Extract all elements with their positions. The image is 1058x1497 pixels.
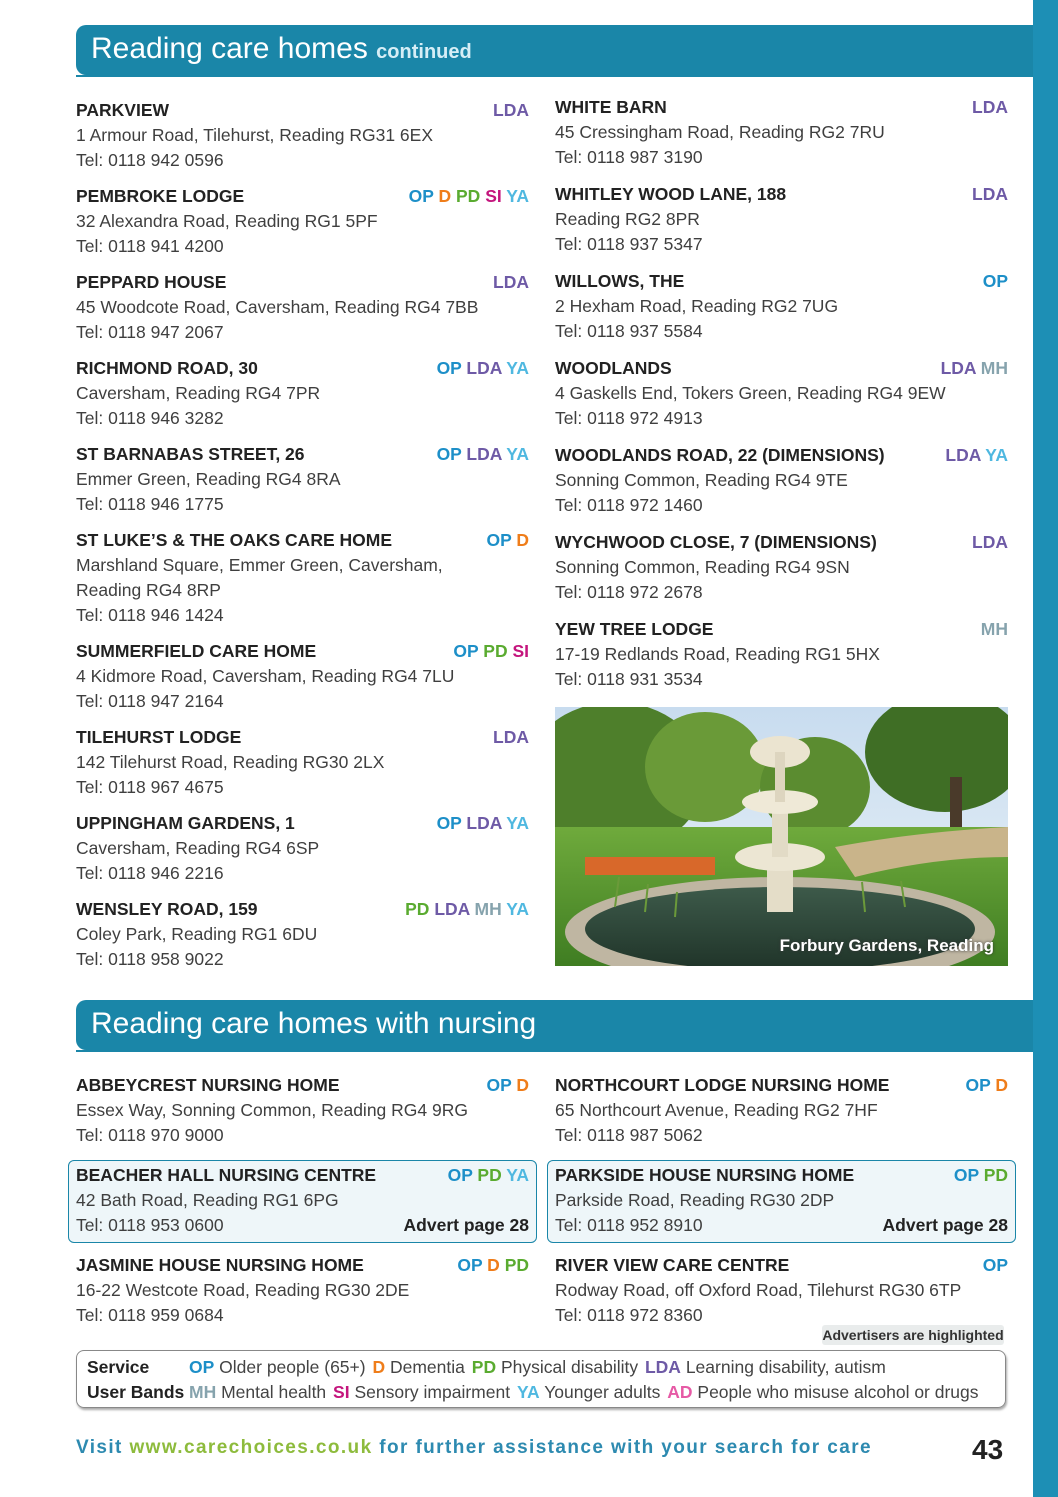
service-code-badge: LDA [945, 445, 981, 465]
service-codes [457, 1253, 529, 1278]
service-codes [941, 356, 1008, 381]
care-home-listing [555, 1073, 1008, 1148]
key-code: MH [189, 1382, 217, 1402]
listing-address: Emmer Green, Reading RG4 8RA [76, 469, 341, 489]
service-code-badge: OP [982, 1255, 1008, 1275]
service-code-badge: OP [447, 1165, 473, 1185]
service-code-badge: PD [477, 1165, 502, 1185]
listing-name-row [76, 811, 529, 836]
listing-phone: Tel: 0118 987 5062 [555, 1125, 703, 1145]
service-codes [493, 270, 529, 295]
care-home-listing [555, 1163, 1008, 1238]
service-code-badge: PD [456, 186, 481, 206]
service-code-badge: YA [506, 444, 529, 464]
listing-address: 32 Alexandra Road, Reading RG1 5PF [76, 211, 378, 231]
listing-address: 42 Bath Road, Reading RG1 6PG [76, 1190, 339, 1210]
key-description: People who misuse alcohol or drugs [697, 1382, 979, 1402]
listing-phone: Tel: 0118 946 1775 [76, 494, 224, 514]
listing-name-row [76, 356, 529, 381]
listing-phone: Tel: 0118 987 3190 [555, 147, 703, 167]
care-home-listing [555, 356, 1008, 431]
service-codes [966, 1073, 1008, 1098]
key-code: YA [516, 1382, 540, 1402]
key-row-2 [87, 1380, 995, 1405]
listing-name: PARKVIEW [76, 100, 170, 120]
listing-name: PEPPARD HOUSE [76, 272, 227, 292]
service-code-badge: YA [506, 358, 529, 378]
listing-address: Reading RG2 8PR [555, 209, 700, 229]
service-codes [493, 725, 529, 750]
listing-name: NORTHCOURT LODGE NURSING HOME [555, 1075, 890, 1095]
listing-phone: Tel: 0118 931 3534 [555, 669, 703, 689]
service-code-badge: OP [436, 813, 462, 833]
listing-name-row [555, 95, 1008, 120]
listing-name: WOODLANDS [555, 358, 672, 378]
listing-address: 2 Hexham Road, Reading RG2 7UG [555, 296, 839, 316]
listing-name: ST LUKE’S & THE OAKS CARE HOME [76, 530, 392, 550]
listing-address: Sonning Common, Reading RG4 9SN [555, 557, 850, 577]
forbury-gardens-photo [555, 707, 1008, 966]
service-code-badge: D [516, 530, 529, 550]
service-codes [409, 184, 529, 209]
care-home-listing [76, 897, 529, 972]
service-code-badge: MH [980, 358, 1008, 378]
listing-phone: Tel: 0118 946 1424 [76, 605, 224, 625]
service-code-badge: D [438, 186, 452, 206]
service-code-badge: D [995, 1075, 1008, 1095]
care-home-listing [555, 95, 1008, 170]
key-description: Learning disability, autism [685, 1357, 886, 1377]
care-home-listing [76, 98, 529, 173]
service-code-badge: SI [485, 186, 502, 206]
service-code-badge: LDA [493, 272, 529, 292]
section-continued: continued [376, 41, 472, 63]
page-edge-bar [1033, 0, 1058, 1497]
listing-name-row [555, 617, 1008, 642]
listing-name: TILEHURST LODGE [76, 727, 242, 747]
care-home-listing [76, 184, 529, 259]
service-codes [493, 98, 529, 123]
service-code-badge: LDA [466, 813, 502, 833]
listing-name-row [555, 443, 1008, 468]
service-code-badge: OP [408, 186, 434, 206]
section-title: Reading care homes [91, 32, 368, 65]
key-label-service: Service [87, 1357, 150, 1377]
listing-address: Reading RG4 8RP [76, 580, 221, 600]
listing-name: WHITE BARN [555, 97, 667, 117]
listing-phone: Tel: 0118 972 2678 [555, 582, 703, 602]
key-description: Older people (65+) [219, 1357, 366, 1377]
service-codes [437, 442, 529, 467]
listing-name: UPPINGHAM GARDENS, 1 [76, 813, 295, 833]
service-code-badge: YA [985, 445, 1008, 465]
key-code: D [372, 1357, 386, 1377]
care-home-listing [76, 442, 529, 517]
listing-address: 45 Cressingham Road, Reading RG2 7RU [555, 122, 885, 142]
care-home-listing [76, 528, 529, 628]
service-codes [972, 530, 1008, 555]
listing-name: ABBEYCREST NURSING HOME [76, 1075, 340, 1095]
listing-name-row [555, 1163, 1008, 1188]
listing-name-row [555, 530, 1008, 555]
listing-name: ST BARNABAS STREET, 26 [76, 444, 305, 464]
service-code-badge: PD [405, 899, 430, 919]
listing-name-row [76, 442, 529, 467]
listing-name-row [76, 1163, 529, 1188]
advert-page-link[interactable]: Advert page 28 [403, 1215, 529, 1235]
listing-name: WHITLEY WOOD LANE, 188 [555, 184, 787, 204]
care-home-listing [76, 639, 529, 714]
listing-name-row [555, 356, 1008, 381]
service-code-badge: OP [965, 1075, 991, 1095]
listing-phone: Tel: 0118 937 5584 [555, 321, 703, 341]
service-code-badge: OP [453, 641, 479, 661]
listing-phone: Tel: 0118 947 2067 [76, 322, 224, 342]
listing-name-row [76, 1073, 529, 1098]
listing-address: 4 Kidmore Road, Caversham, Reading RG4 7LU [76, 666, 455, 686]
service-code-badge: LDA [972, 184, 1008, 204]
listing-name: RIVER VIEW CARE CENTRE [555, 1255, 790, 1275]
listing-phone: Tel: 0118 946 3282 [76, 408, 224, 428]
listing-name: YEW TREE LODGE [555, 619, 714, 639]
service-code-badge: YA [506, 186, 529, 206]
listing-phone: Tel: 0118 972 1460 [555, 495, 703, 515]
footer-url-link[interactable]: www.carechoices.co.uk [129, 1437, 373, 1458]
service-code-badge: D [516, 1075, 529, 1095]
service-code-badge: YA [506, 899, 529, 919]
key-description: Younger adults [544, 1382, 661, 1402]
listing-name-row [76, 98, 529, 123]
listing-address: Essex Way, Sonning Common, Reading RG4 9RG [76, 1100, 468, 1120]
service-codes [487, 1073, 529, 1098]
listing-phone: Tel: 0118 972 4913 [555, 408, 703, 428]
service-code-badge: OP [457, 1255, 483, 1275]
listing-name-row [76, 270, 529, 295]
listing-phone: Tel: 0118 967 4675 [76, 777, 224, 797]
service-codes [437, 356, 529, 381]
listing-name-row [76, 528, 529, 553]
listing-name: WILLOWS, THE [555, 271, 685, 291]
listing-address: 45 Woodcote Road, Caversham, Reading RG4 7BB [76, 297, 479, 317]
listing-phone: Tel: 0118 947 2164 [76, 691, 224, 711]
service-code-badge: OP [436, 444, 462, 464]
care-home-listing [76, 1073, 529, 1148]
listing-address: 16-22 Westcote Road, Reading RG30 2DE [76, 1280, 410, 1300]
service-code-badge: LDA [940, 358, 976, 378]
listing-name-row [76, 184, 529, 209]
advertisers-note: Advertisers are highlighted [822, 1327, 1004, 1343]
service-code-badge: LDA [972, 532, 1008, 552]
key-code: LDA [644, 1357, 681, 1377]
service-codes [954, 1163, 1008, 1188]
service-code-badge: D [487, 1255, 500, 1275]
service-code-badge: LDA [493, 727, 529, 747]
listing-phone: Tel: 0118 958 9022 [76, 949, 224, 969]
listing-phone: Tel: 0118 952 8910 [555, 1215, 703, 1235]
listing-phone: Tel: 0118 959 0684 [76, 1305, 224, 1325]
listing-phone: Tel: 0118 953 0600 [76, 1215, 224, 1235]
listing-name: JASMINE HOUSE NURSING HOME [76, 1255, 364, 1275]
key-description: Mental health [221, 1382, 327, 1402]
key-code: SI [333, 1382, 350, 1402]
listing-name: SUMMERFIELD CARE HOME [76, 641, 317, 661]
listing-address: 4 Gaskells End, Tokers Green, Reading RG4 9EW [555, 383, 946, 403]
section-title: Reading care homes with nursing [91, 1007, 537, 1040]
key-description: Sensory impairment [354, 1382, 511, 1402]
listing-address: 142 Tilehurst Road, Reading RG30 2LX [76, 752, 385, 772]
service-codes [448, 1163, 529, 1188]
listing-address: 17-19 Redlands Road, Reading RG1 5HX [555, 644, 880, 664]
listing-address: Rodway Road, off Oxford Road, Tilehurst RG30 6TP [555, 1280, 962, 1300]
service-code-badge: OP [982, 271, 1008, 291]
photo-caption: Forbury Gardens, Reading [779, 936, 994, 955]
listing-address: Caversham, Reading RG4 6SP [76, 838, 320, 858]
key-code: PD [471, 1357, 497, 1377]
service-code-badge: LDA [434, 899, 470, 919]
care-home-listing [76, 356, 529, 431]
listing-address: Coley Park, Reading RG1 6DU [76, 924, 318, 944]
footer-text [76, 1437, 872, 1459]
listing-name-row [555, 1073, 1008, 1098]
service-code-badge: PD [483, 641, 508, 661]
service-codes [972, 95, 1008, 120]
care-home-listing [76, 1253, 529, 1328]
service-code-badge: YA [506, 1165, 529, 1185]
page-number: 43 [972, 1434, 1004, 1465]
service-code-badge: SI [512, 641, 529, 661]
listing-address: Sonning Common, Reading RG4 9TE [555, 470, 848, 490]
listing-phone: Tel: 0118 946 2216 [76, 863, 224, 883]
service-code-badge: LDA [493, 100, 529, 120]
listing-name-row [555, 182, 1008, 207]
service-codes [983, 269, 1008, 294]
service-codes [972, 182, 1008, 207]
service-codes [405, 897, 529, 922]
listing-name: WENSLEY ROAD, 159 [76, 899, 258, 919]
key-label-user-bands: User Bands [87, 1382, 185, 1402]
footer-suffix: for further assistance with your search for care [379, 1437, 872, 1458]
care-home-listing [555, 530, 1008, 605]
care-home-listing [76, 725, 529, 800]
listing-address: 1 Armour Road, Tilehurst, Reading RG31 6EX [76, 125, 433, 145]
advert-page-link[interactable]: Advert page 28 [882, 1215, 1008, 1235]
service-code-badge: OP [486, 530, 512, 550]
care-home-listing [555, 443, 1008, 518]
listing-phone: Tel: 0118 970 9000 [76, 1125, 224, 1145]
listing-name: BEACHER HALL NURSING CENTRE [76, 1165, 377, 1185]
service-code-badge: LDA [466, 444, 502, 464]
listing-address: Caversham, Reading RG4 7PR [76, 383, 321, 403]
listing-phone: Tel: 0118 942 0596 [76, 150, 224, 170]
care-home-listing [555, 617, 1008, 692]
care-home-listing [76, 811, 529, 886]
care-home-listing [76, 1163, 529, 1238]
service-code-badge: MH [980, 619, 1008, 639]
service-code-badge: PD [983, 1165, 1008, 1185]
service-code-badge: OP [953, 1165, 979, 1185]
photo-illustration [555, 707, 1008, 966]
service-code-badge: LDA [972, 97, 1008, 117]
listing-name-row [76, 1253, 529, 1278]
service-code-badge: YA [506, 813, 529, 833]
key-description: Physical disability [500, 1357, 639, 1377]
listing-name: PEMBROKE LODGE [76, 186, 245, 206]
service-code-badge: PD [504, 1255, 529, 1275]
service-codes [453, 639, 529, 664]
service-code-badge: OP [486, 1075, 512, 1095]
service-code-badge: OP [436, 358, 462, 378]
listing-name-row [555, 269, 1008, 294]
care-home-listing [76, 270, 529, 345]
listing-phone: Tel: 0118 941 4200 [76, 236, 224, 256]
listing-name-row [76, 725, 529, 750]
service-codes [983, 1253, 1008, 1278]
care-home-listing [555, 269, 1008, 344]
service-code-badge: MH [474, 899, 502, 919]
service-code-badge: LDA [466, 358, 502, 378]
listing-name-row [76, 639, 529, 664]
care-home-listing [555, 182, 1008, 257]
care-home-listing [555, 1253, 1008, 1328]
listing-name: RICHMOND ROAD, 30 [76, 358, 258, 378]
service-codes [437, 811, 529, 836]
service-codes [981, 617, 1008, 642]
service-codes [487, 528, 529, 553]
key-description: Dementia [389, 1357, 465, 1377]
listing-name: WOODLANDS ROAD, 22 (DIMENSIONS) [555, 445, 885, 465]
listing-address: 65 Northcourt Avenue, Reading RG2 7HF [555, 1100, 878, 1120]
service-codes [945, 443, 1008, 468]
listing-address: Parkside Road, Reading RG30 2DP [555, 1190, 835, 1210]
section-header-nursing [76, 1000, 1033, 1050]
listing-phone: Tel: 0118 937 5347 [555, 234, 703, 254]
footer-prefix: Visit [76, 1437, 123, 1458]
service-user-bands-key [76, 1350, 1006, 1408]
key-row-1 [87, 1355, 995, 1380]
section-header-care-homes [76, 25, 1033, 75]
listing-address: Marshland Square, Emmer Green, Caversham, [76, 555, 443, 575]
listing-name: PARKSIDE HOUSE NURSING HOME [555, 1165, 855, 1185]
key-code: OP [189, 1357, 215, 1377]
key-code: AD [667, 1382, 693, 1402]
listing-phone: Tel: 0118 972 8360 [555, 1305, 703, 1325]
listing-name: WYCHWOOD CLOSE, 7 (DIMENSIONS) [555, 532, 877, 552]
listing-name-row [555, 1253, 1008, 1278]
listing-name-row [76, 897, 529, 922]
